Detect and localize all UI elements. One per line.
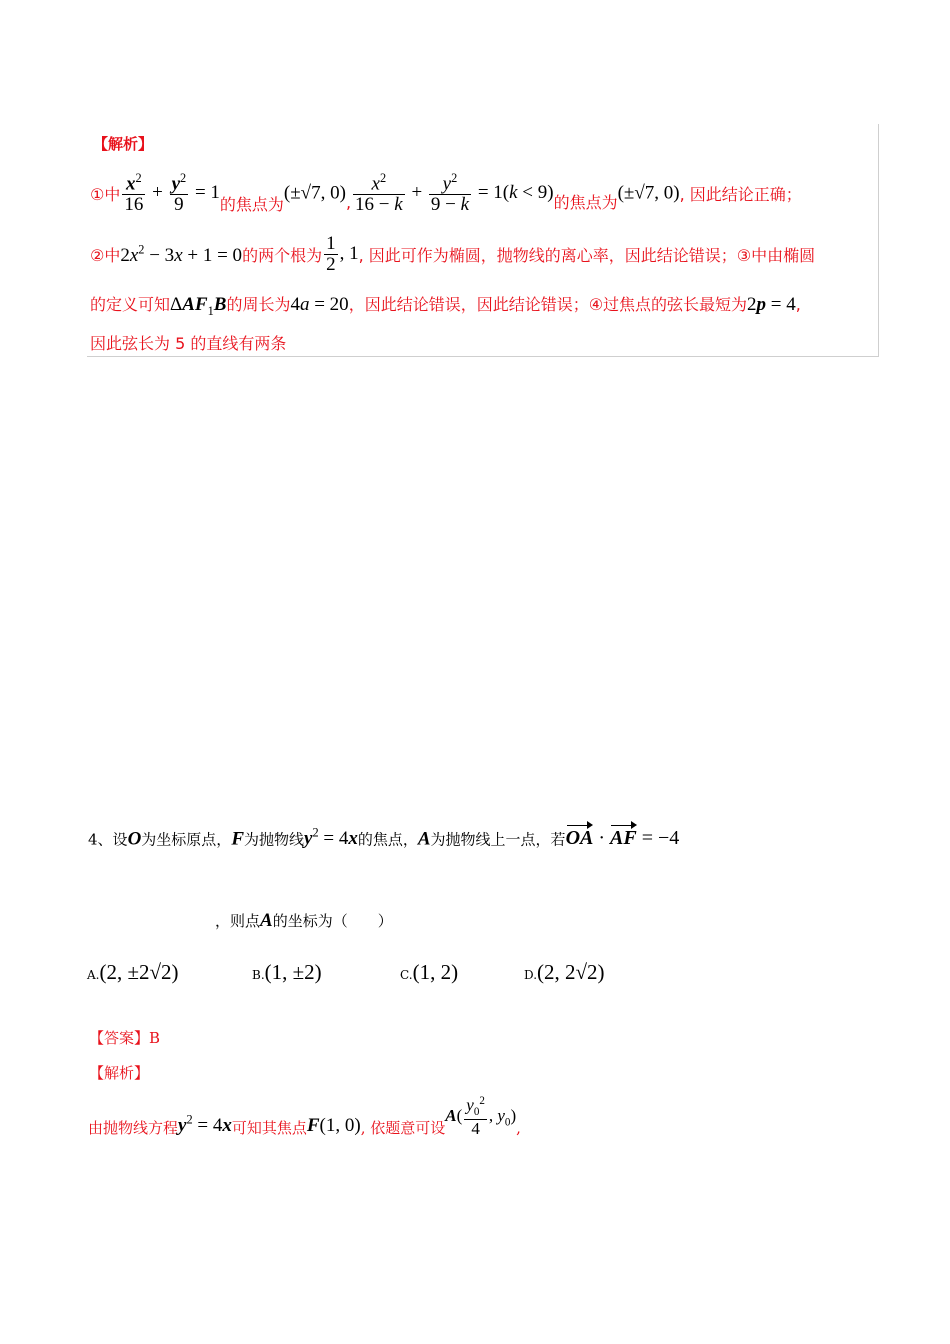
point-f: F (231, 828, 244, 850)
option-b-letter: B. (252, 968, 265, 982)
option-c[interactable] (400, 960, 458, 985)
a2-text-2: 可知其焦点 (231, 1118, 307, 1137)
perimeter-value: 4a = 20 (290, 294, 349, 315)
triangle-label: $\Delta AF_1B$ (170, 294, 227, 318)
option-a-letter: A. (87, 968, 100, 982)
option-b[interactable] (252, 960, 322, 985)
quadratic-equation: $2x^2 - 3x + 1 = 0$ (120, 242, 243, 266)
analysis-line-2 (90, 234, 815, 278)
a2-text-3: , 依题意可设 (360, 1118, 446, 1137)
comma-3: , (795, 295, 801, 314)
a2-focus: F(1, 0) (306, 1114, 361, 1136)
analysis-2-line-1 (88, 1096, 521, 1148)
a2-point-a: A( $\frac{y_0^2}{4}$ , $y_0$) (445, 1095, 517, 1138)
conclusion-2: , 因此可作为椭圆，抛物线的离心率，因此结论错误；③中由椭圆 (358, 245, 816, 265)
conclusion-1: , 因此结论正确； (679, 185, 802, 205)
question-4-line-2 (215, 910, 393, 932)
ellipse-equation-2: $\frac{x^2}{16 - k}$ + $\frac{y^2}{9 - k}$ = 1(k < 9) (355, 171, 554, 216)
parabola-equation: $y^2 = 4x$ (304, 826, 358, 850)
option-d-letter: D. (524, 968, 538, 982)
point-a: A (417, 828, 431, 850)
focus-value-1: (±√7, 0) (283, 182, 346, 204)
analysis-line-3 (90, 292, 801, 320)
q-text-6: ，则点 (215, 912, 261, 930)
a2-comma: , (516, 1118, 521, 1137)
ellipse-equation-1: $\frac{x^2}{16}$ + $\frac{y^2}{9}$ = 1 (124, 171, 220, 216)
q-text-5: 为抛物线上一点，若 (430, 830, 566, 849)
roots-text: 的两个根为 (242, 245, 323, 265)
q-text-4: 的焦点， (357, 830, 418, 849)
point-a-2: A (260, 910, 273, 931)
option-d[interactable] (524, 960, 605, 985)
a2-text-1: 由抛物线方程 (88, 1118, 179, 1137)
circled-1-text: ①中 (90, 185, 121, 205)
dot-product-condition: OA · AF = −4 (565, 827, 680, 850)
perimeter-text: 的周长为 (226, 295, 291, 314)
roots-value: $\frac{1}{2}$ , 1 (326, 233, 359, 275)
q-text-7: 的坐标为（ ） (272, 912, 393, 930)
focus-text-2: 的焦点为 (553, 193, 618, 213)
q-text-3: 为抛物线 (244, 830, 305, 849)
question-4-line-1 (88, 826, 679, 854)
focus-value-2: (±√7, 0) (617, 182, 680, 204)
question-number: 4、 (88, 830, 113, 849)
q-text-2: 为坐标原点， (141, 830, 232, 849)
analysis-2-header: 【解析】 (89, 1064, 150, 1082)
conclusion-3: ，因此结论错误，因此结论错误；④过焦点的弦长最短为 (348, 295, 748, 314)
analysis-line-4: 因此弦长为 5 的直线有两条 (90, 334, 287, 353)
definition-text: 的定义可知 (90, 295, 171, 314)
answer-header: 【答案】B (89, 1029, 161, 1047)
option-b-value: (1, ±2) (264, 960, 322, 984)
min-chord-value: 2p = 4 (747, 294, 796, 315)
point-o: O (127, 828, 142, 850)
option-a-value: (2, ±2√2) (99, 960, 179, 984)
option-a[interactable] (87, 960, 179, 985)
analysis-header: 【解析】 (93, 135, 154, 153)
analysis-line-1 (90, 172, 802, 220)
option-c-letter: C. (400, 968, 413, 982)
q-text-1: 设 (112, 830, 128, 849)
option-c-value: (1, 2) (412, 960, 459, 984)
option-d-value: (2, 2√2) (537, 960, 605, 984)
comma-1: , (345, 193, 352, 213)
focus-text-1: 的焦点为 (219, 195, 284, 215)
circled-2-text: ②中 (90, 245, 121, 265)
a2-parabola-equation: $y^2 = 4x$ (178, 1112, 232, 1136)
